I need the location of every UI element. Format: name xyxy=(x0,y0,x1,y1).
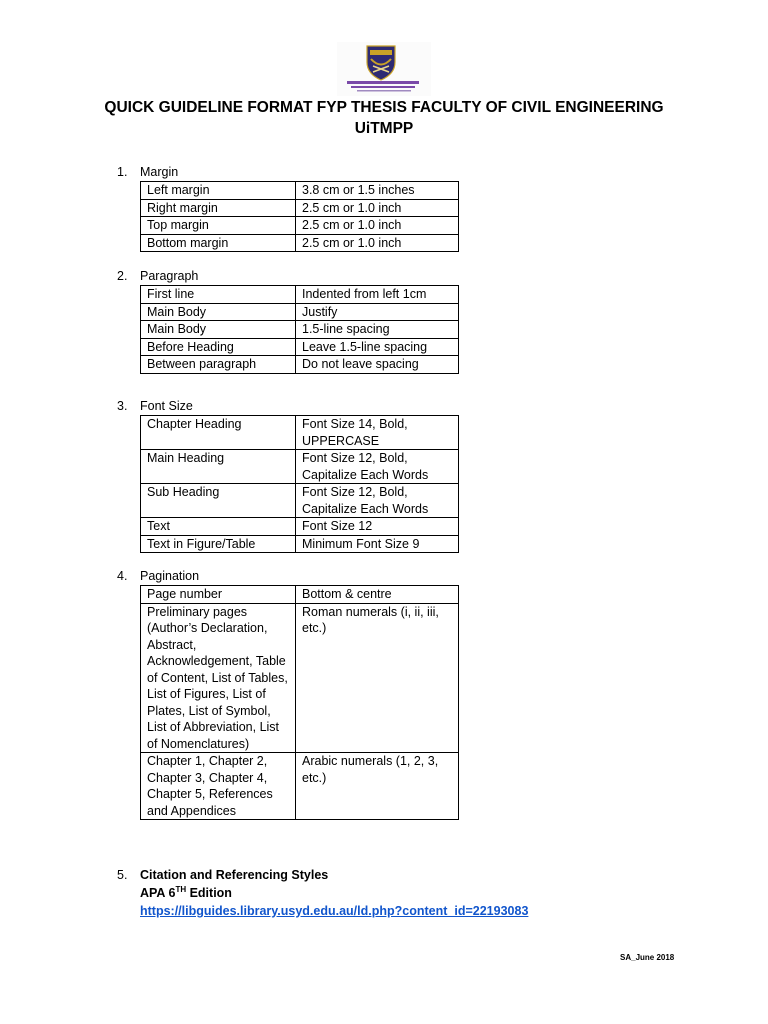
reference-link[interactable]: https://libguides.library.usyd.edu.au/ld.php?content_id=22193083 xyxy=(140,904,529,918)
document-title xyxy=(0,97,768,139)
pagination-table xyxy=(140,585,459,820)
cell-label: Left margin xyxy=(141,182,296,200)
table-row xyxy=(141,286,459,304)
table-row xyxy=(141,484,459,518)
cell-label: Chapter 1, Chapter 2, Chapter 3, Chapter 4, Chapter 5, References and Appendices xyxy=(141,753,296,820)
table-row xyxy=(141,338,459,356)
table-row xyxy=(141,356,459,374)
cell-label: Sub Heading xyxy=(141,484,296,518)
cell-label: Preliminary pages (Author’s Declaration, Abstract, Acknowledgement, Table of Content, List of Tables, List of Figures, List of Plates, List of Symbol, List of Abbreviation, List of Nomenclatures) xyxy=(141,603,296,753)
cell-label: Between paragraph xyxy=(141,356,296,374)
footer-note: SA_June 2018 xyxy=(620,953,675,962)
cell-label: Main Heading xyxy=(141,450,296,484)
cell-value: Justify xyxy=(296,303,459,321)
cell-value: Font Size 14, Bold, UPPERCASE xyxy=(296,416,459,450)
cell-label: Top margin xyxy=(141,217,296,235)
cell-label: Text xyxy=(141,518,296,536)
table-row xyxy=(141,182,459,200)
section-number: 4. xyxy=(117,569,128,583)
section-heading: Paragraph xyxy=(140,269,199,283)
table-row xyxy=(141,234,459,252)
title-line-1: QUICK GUIDELINE FORMAT FYP THESIS FACULTY OF CIVIL ENGINEERING xyxy=(104,99,664,116)
cell-value: Font Size 12, Bold, Capitalize Each Words xyxy=(296,484,459,518)
cell-value: Leave 1.5-line spacing xyxy=(296,338,459,356)
cell-label: Bottom margin xyxy=(141,234,296,252)
cell-value: Indented from left 1cm xyxy=(296,286,459,304)
cell-value: Do not leave spacing xyxy=(296,356,459,374)
table-row xyxy=(141,518,459,536)
uitm-crest-logo xyxy=(337,42,431,96)
cell-label: Main Body xyxy=(141,321,296,339)
table-row xyxy=(141,199,459,217)
table-row xyxy=(141,416,459,450)
table-row xyxy=(141,603,459,753)
cell-label: Page number xyxy=(141,586,296,604)
cell-label: Before Heading xyxy=(141,338,296,356)
section-number: 2. xyxy=(117,269,128,283)
cell-value: 2.5 cm or 1.0 inch xyxy=(296,199,459,217)
section-heading: Citation and Referencing Styles xyxy=(140,868,329,882)
cell-value: Font Size 12, Bold, Capitalize Each Words xyxy=(296,450,459,484)
margin-table xyxy=(140,181,459,252)
paragraph-table xyxy=(140,285,459,374)
title-line-2: UiTMPP xyxy=(354,120,414,137)
style-name: APA 6 xyxy=(140,886,176,900)
cell-value: 3.8 cm or 1.5 inches xyxy=(296,182,459,200)
style-superscript: TH xyxy=(175,884,187,894)
table-row xyxy=(141,450,459,484)
cell-label: Text in Figure/Table xyxy=(141,535,296,553)
cell-label: First line xyxy=(141,286,296,304)
section-number: 1. xyxy=(117,165,128,179)
section-number: 5. xyxy=(117,868,128,882)
style-suffix: Edition xyxy=(186,886,232,900)
section-citation xyxy=(117,867,528,920)
cell-label: Chapter Heading xyxy=(141,416,296,450)
section-margin xyxy=(117,164,459,252)
table-row xyxy=(141,753,459,820)
table-row xyxy=(141,217,459,235)
cell-value: Font Size 12 xyxy=(296,518,459,536)
section-pagination xyxy=(117,568,459,820)
section-heading: Font Size xyxy=(140,399,193,413)
cell-label: Main Body xyxy=(141,303,296,321)
section-number: 3. xyxy=(117,399,128,413)
table-row xyxy=(141,303,459,321)
cell-value: Minimum Font Size 9 xyxy=(296,535,459,553)
cell-value: 2.5 cm or 1.0 inch xyxy=(296,217,459,235)
cell-label: Right margin xyxy=(141,199,296,217)
table-row xyxy=(141,586,459,604)
section-heading: Margin xyxy=(140,165,179,179)
section-heading: Pagination xyxy=(140,569,200,583)
citation-style xyxy=(140,884,528,902)
section-paragraph xyxy=(117,268,459,374)
section-font-size xyxy=(117,398,459,553)
cell-value: 2.5 cm or 1.0 inch xyxy=(296,234,459,252)
cell-value: Roman numerals (i, ii, iii, etc.) xyxy=(296,603,459,753)
cell-value: Bottom & centre xyxy=(296,586,459,604)
table-row xyxy=(141,535,459,553)
cell-value: 1.5-line spacing xyxy=(296,321,459,339)
font-size-table xyxy=(140,415,459,553)
table-row xyxy=(141,321,459,339)
cell-value: Arabic numerals (1, 2, 3, etc.) xyxy=(296,753,459,820)
